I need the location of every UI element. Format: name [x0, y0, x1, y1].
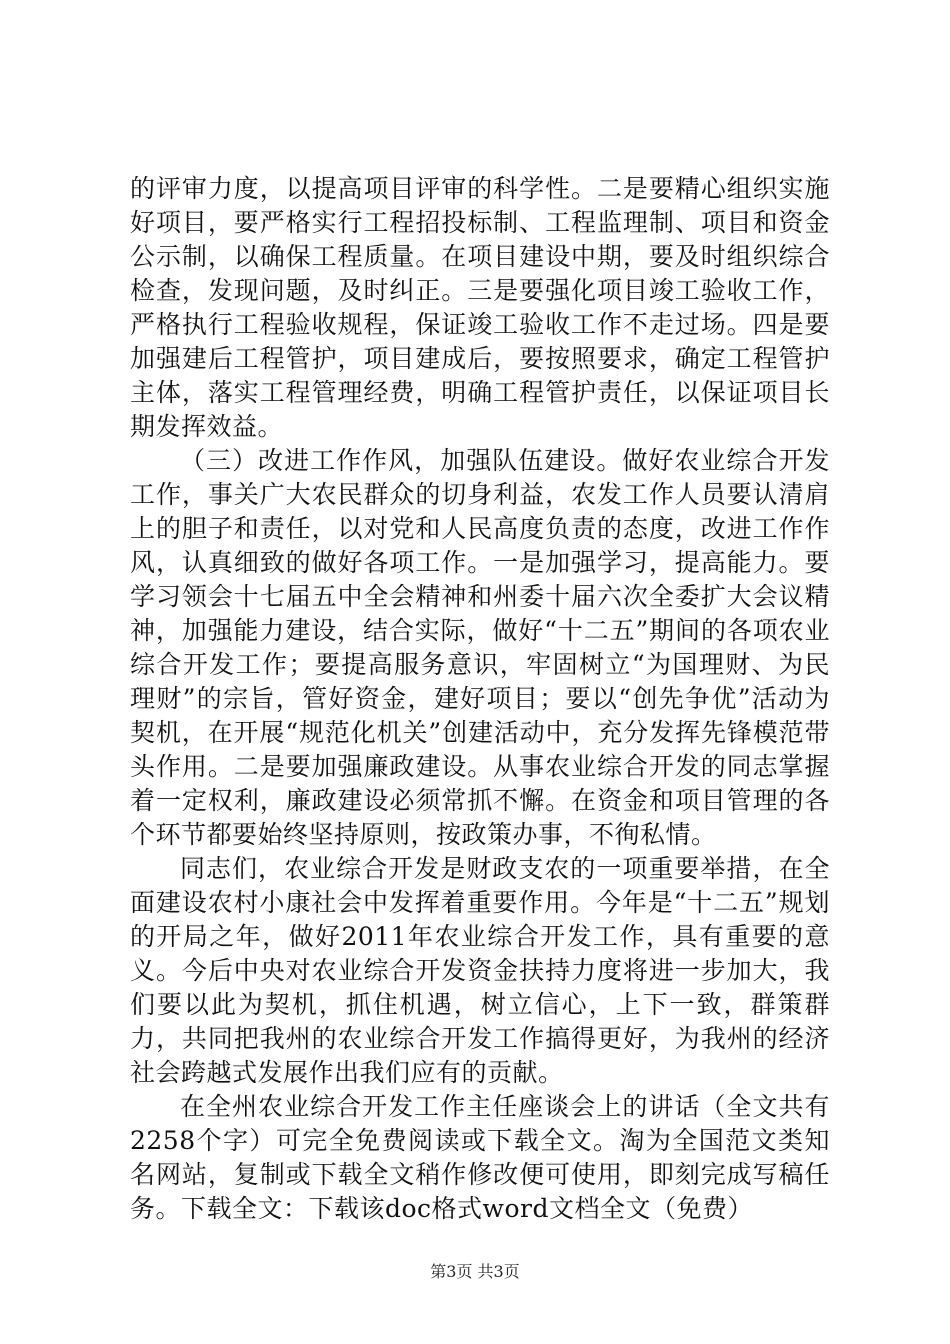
- paragraph-3: 同志们，农业综合开发是财政支农的一项重要举措，在全面建设农村小康社会中发挥着重要作用。今年是“十二五”规划的开局之年，做好2011年农业综合开发工作，具有重要的意义。今后中央对农业综合开发资金扶持力度将进一步加大，我们要以此为契机，抓住机遇，树立信心，上下一致，群策群力，共同把我州的农业综合开发工作搞得更好，为我州的经济社会跨越式发展作出我们应有的贡献。: [130, 854, 830, 1087]
- paragraph-4: 在全州农业综合开发工作主任座谈会上的讲话（全文共有2258个字）可完全免费阅读或下载全文。淘为全国范文类知名网站，复制或下载全文稍作修改便可使用，即刻完成写稿任务。下载全文：下载该doc格式word文档全文（免费）: [130, 1092, 830, 1223]
- document-body: [130, 172, 830, 1226]
- paragraph-2: （三）改进工作作风，加强队伍建设。做好农业综合开发工作，事关广大农民群众的切身利益，农发工作人员要认清肩上的胆子和责任，以对党和人民高度负责的态度，改进工作作风，认真细致的做好各项工作。一是加强学习，提高能力。要学习领会十七届五中全会精神和州委十届六次全委扩大会议精神，加强能力建设，结合实际，做好“十二五”期间的各项农业综合开发工作；要提高服务意识，牢固树立“为国理财、为民理财”的宗旨，管好资金，建好项目；要以“创先争优”活动为契机，在开展“规范化机关”创建活动中，充分发挥先锋模范带头作用。二是要加强廉政建设。从事农业综合开发的同志掌握着一定权利，廉政建设必须常抓不懈。在资金和项目管理的各个环节都要始终坚持原则，按政策办事，不徇私情。: [130, 446, 830, 849]
- page-number: 第3页: [430, 1262, 473, 1281]
- page-footer: [0, 1262, 950, 1282]
- page-total: 共3页: [477, 1262, 520, 1281]
- paragraph-1: 的评审力度，以提高项目评审的科学性。二是要精心组织实施好项目，要严格实行工程招投标制、工程监理制、项目和资金公示制，以确保工程质量。在项目建设中期，要及时组织综合检查，发现问题，及时纠正。三是要强化项目竣工验收工作，严格执行工程验收规程，保证竣工验收工作不走过场。四是要加强建后工程管护，项目建成后，要按照要求，确定工程管护主体，落实工程管理经费，明确工程管护责任，以保证项目长期发挥效益。: [130, 174, 830, 441]
